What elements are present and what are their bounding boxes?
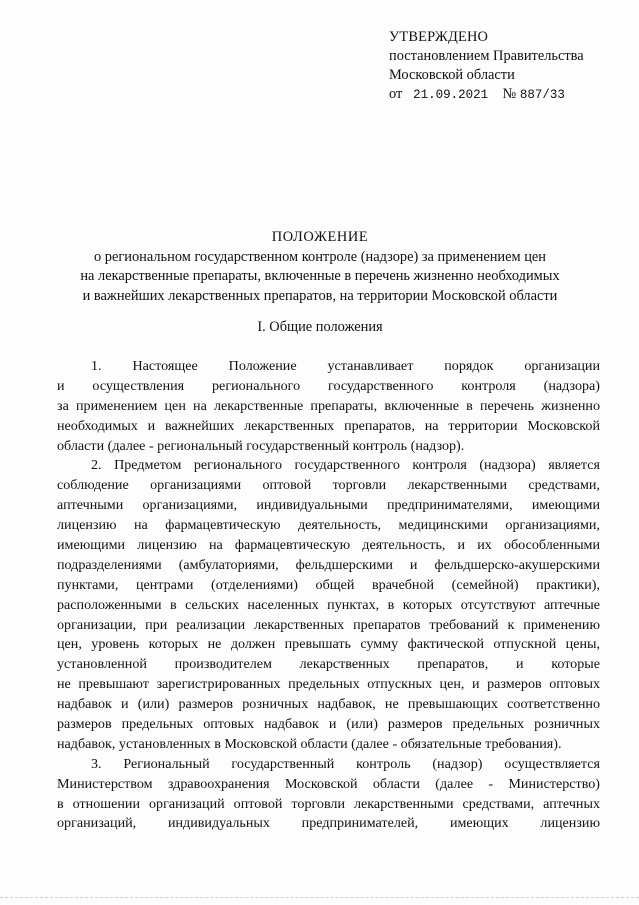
body-line: расположенными в сельских населенных пунктах, в которых отсутствуют аптечные	[57, 596, 600, 613]
approval-title: УТВЕРЖДЕНО	[389, 29, 489, 45]
document-heading	[40, 228, 600, 306]
body-line: области (далее - региональный государственный контроль (надзор).	[57, 437, 465, 454]
body-line: Министерством здравоохранения Московской области (далее - Министерство)	[57, 775, 600, 792]
approval-from-label: от	[389, 86, 403, 102]
body-line: за применением цен на лекарственные препараты, включенные в перечень жизненно	[57, 397, 600, 414]
approval-line: постановлением Правительства	[389, 48, 584, 64]
approval-date: 21.09.2021	[413, 88, 489, 102]
approval-date-line	[389, 85, 629, 105]
body-line: необходимых и важнейших лекарственных препаратов, на территории Московской	[57, 417, 600, 434]
document-body	[57, 357, 600, 834]
body-line: 3. Региональный государственный контроль (надзор) осуществляется	[91, 755, 600, 772]
body-line: пунктами, центрами (отделениями) общей врачебной (семейной) практики),	[57, 576, 600, 593]
body-line: организации, при реализации лекарственных препаратов требований к применению	[57, 616, 600, 633]
body-line: подразделениями (амбулаториями, фельдшерскими и фельдшерско-акушерскими	[57, 556, 600, 573]
body-line: аптечными организациями, индивидуальными предпринимателями, имеющими	[57, 497, 600, 514]
body-line: 1. Настоящее Положение устанавливает порядок организации	[91, 358, 600, 374]
section-title: I. Общие положения	[257, 319, 383, 335]
body-line: в отношении организаций оптовой торговли лекарственными средствами, аптечных	[57, 795, 600, 812]
body-line: организаций, индивидуальных предпринимателей, имеющих лицензию	[57, 815, 600, 832]
page-edge-divider	[0, 897, 639, 898]
body-line: установленной производителем лекарственных препаратов, и которые	[57, 656, 600, 673]
body-line: и осуществления регионального государственного контроля (надзора)	[57, 377, 600, 394]
approval-number-label: №	[502, 86, 517, 102]
body-line: соблюдение организациями оптовой торговли лекарственными средствами,	[57, 477, 600, 494]
document-subtitle-line: на лекарственные препараты, включенные в перечень жизненно необходимых	[80, 268, 560, 284]
approval-number: 887/33	[519, 88, 565, 102]
document-title: ПОЛОЖЕНИЕ	[271, 229, 369, 245]
body-line: надбавок, установленных в Московской области (далее - обязательные требования).	[57, 735, 562, 752]
approval-block	[389, 28, 629, 105]
body-line: лицензию на фармацевтическую деятельность, медицинскими организациями,	[57, 517, 600, 534]
body-line: имеющими лицензию на фармацевтическую деятельность, и их обособленными	[57, 537, 600, 554]
approval-line: Московской области	[389, 67, 515, 83]
body-line: цен, уровень которых не должен превышать сумму фактической отпускной цены,	[57, 636, 600, 653]
body-line: размеров предельных оптовых надбавок и (или) размеров предельных розничных	[57, 716, 600, 733]
body-line: надбавок и (или) размеров розничных надбавок, не превышающих соответственно	[57, 696, 600, 713]
body-line: не превышают зарегистрированных предельных отпускных цен, и размеров оптовых	[57, 676, 600, 693]
document-subtitle-line: и важнейших лекарственных препаратов, на территории Московской области	[82, 287, 558, 304]
body-line: 2. Предметом регионального государственного контроля (надзора) является	[91, 457, 600, 474]
document-subtitle-line: о региональном государственном контроле (надзоре) за применением цен	[93, 248, 547, 265]
